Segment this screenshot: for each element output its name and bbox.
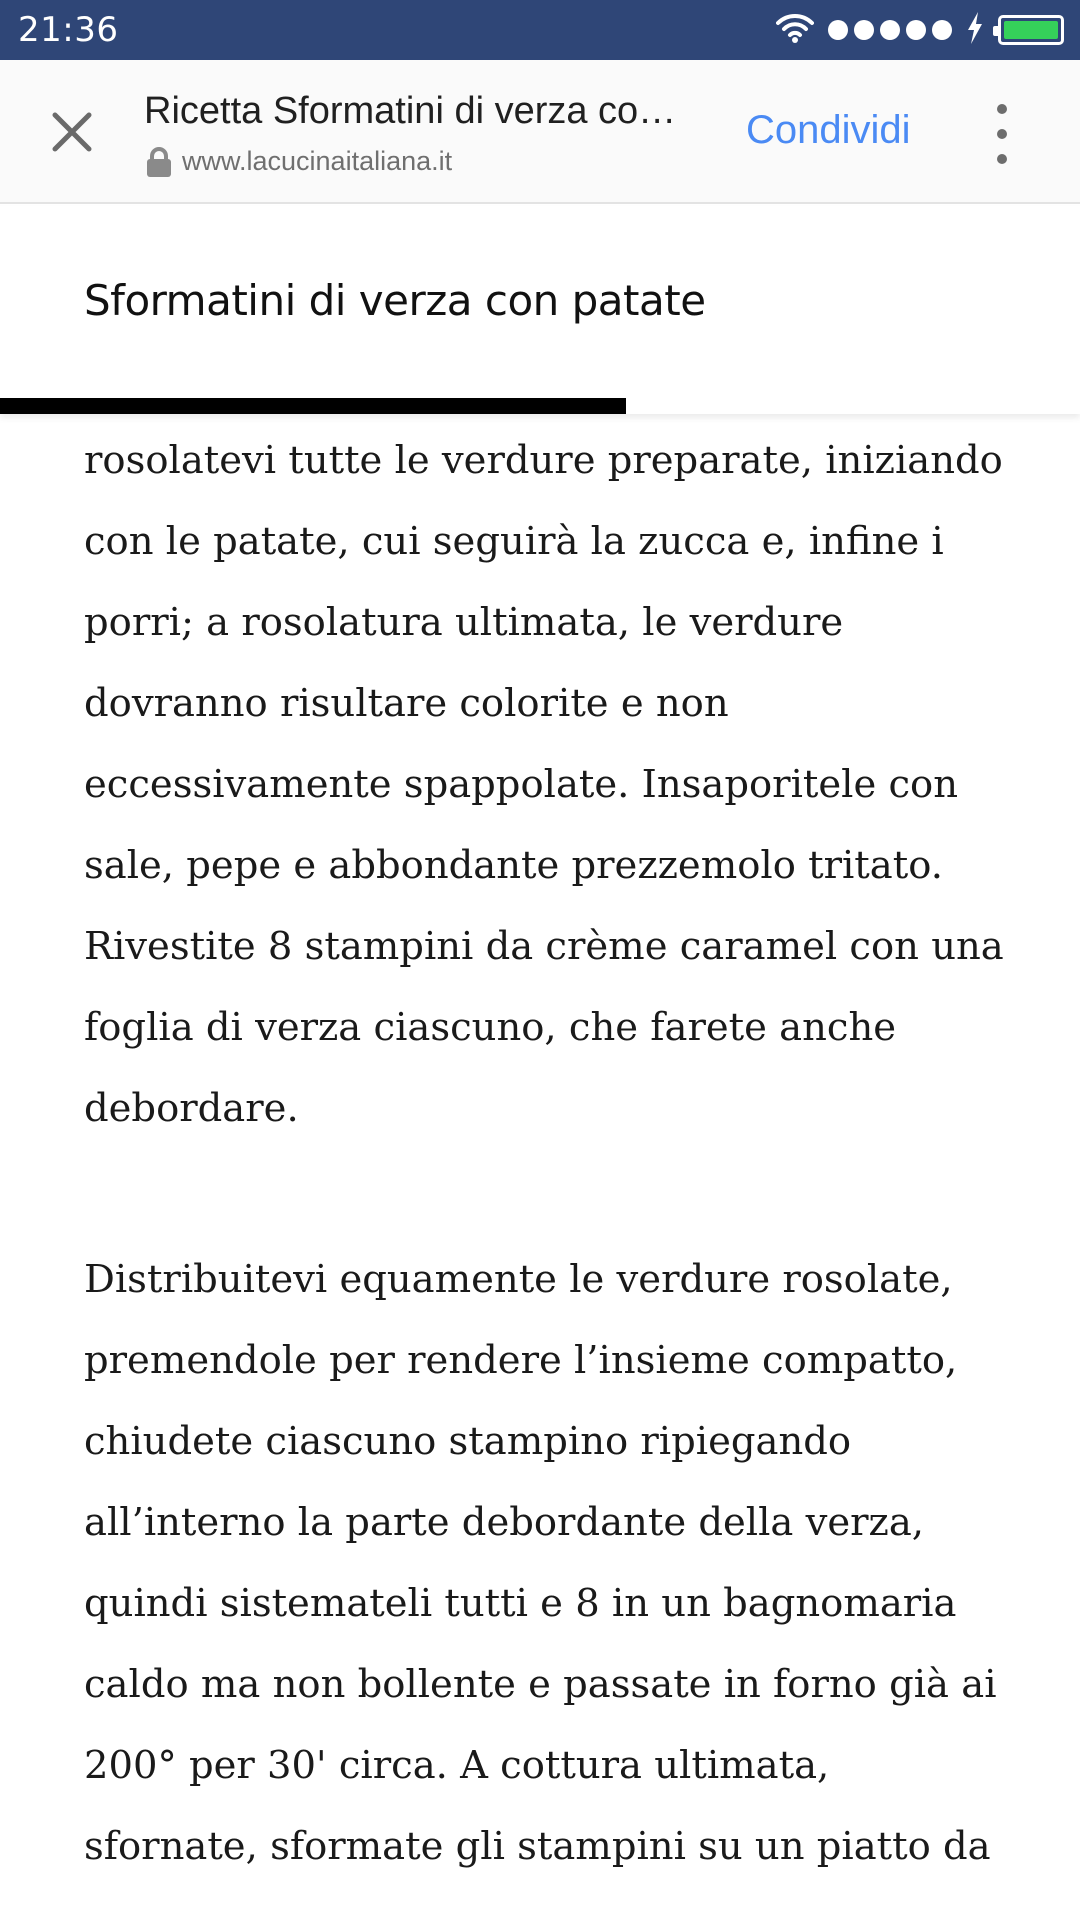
share-button[interactable]: Condividi [746, 108, 911, 152]
battery-icon [998, 15, 1064, 45]
article-title: Sformatini di verza con patate [84, 276, 706, 325]
close-button[interactable] [40, 100, 104, 164]
page-title: Ricetta Sformatini di verza co… [144, 90, 677, 132]
wifi-icon [776, 13, 814, 48]
article-header [0, 206, 1080, 414]
article-body [84, 420, 1004, 1887]
status-icons [776, 12, 1064, 48]
article-paragraph: rosolatevi tutte le verdure preparate, iniziando con le patate, cui seguirà la zucca e, infine i porri; a rosolatura ultimata, le verdure dovranno risultare colorite e non eccessivamente spappolate. Insaporitele con sale, pepe e abbondante prezzemolo tritato. Rivestite 8 stampini da crème caramel con una foglia di verza ciascuno, che farete anche debordare. [84, 438, 1004, 1131]
status-bar [0, 0, 1080, 60]
reading-progress-bar [0, 398, 1080, 414]
charging-bolt-icon [966, 12, 984, 49]
battery-fill [1004, 21, 1058, 39]
status-time: 21:36 [18, 10, 119, 50]
more-vert-icon [997, 104, 1007, 114]
lock-icon [146, 147, 172, 177]
reading-progress-fill [0, 398, 626, 414]
article-paragraph: Distribuitevi equamente le verdure rosolate, premendole per rendere l’insieme compatto, chiudete ciascuno stampino ripiegando all’interno la parte debordante della verza, quindi sistemateli tutti e 8 in un bagnomaria caldo ma non bollente e passate in forno già ai 200° per 30' circa. A cottura ultimata, sfornate, sformate gli stampini su un piatto da [84, 1257, 997, 1869]
signal-dots-icon [828, 20, 952, 40]
close-icon [52, 112, 92, 152]
more-menu-button[interactable] [978, 104, 1026, 164]
url-text: www.lacucinaitaliana.it [182, 146, 453, 176]
url-row [146, 146, 452, 177]
custom-tab-toolbar [0, 60, 1080, 204]
